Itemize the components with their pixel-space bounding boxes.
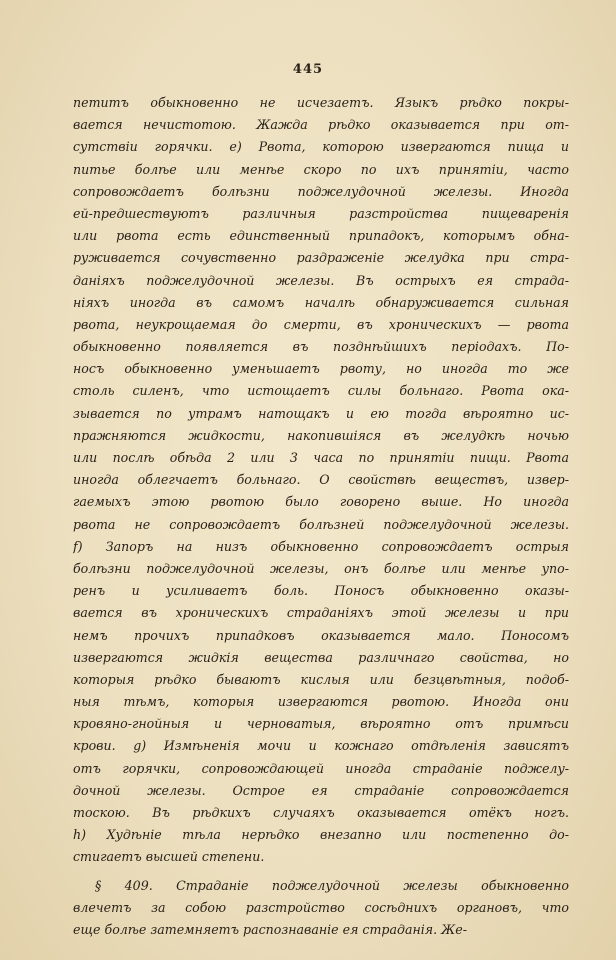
text-line: сопровождаетъ болѣзни поджелудочной железы. Иногда <box>73 183 569 199</box>
text-line: вается нечистотою. Жажда рѣдко оказывается при от- <box>73 117 569 133</box>
text-line: рвота не сопровождаетъ болѣзней поджелудочной железы. <box>73 516 569 532</box>
text-line: пражняются жидкости, накопившіяся въ желудкѣ ночью <box>73 427 569 443</box>
text-line: ныя тѣмъ, которыя извергаются рвотою. Иногда они <box>73 694 569 710</box>
text-line: обыкновенно появляется въ позднѣйшихъ періодахъ. По- <box>73 339 569 355</box>
text-line: сутствіи горячки. е) Рвота, которою извергаются пища и <box>73 139 569 155</box>
text-line: f) Запоръ на низъ обыкновенно сопровождаетъ острыя <box>73 538 569 554</box>
text-line: питье болѣе или менѣе скоро по ихъ принятіи, часто <box>73 161 569 177</box>
text-line: которыя рѣдко бываютъ кислыя или безцвѣтныя, подоб- <box>73 671 569 687</box>
page-number: 445 <box>292 62 324 77</box>
text-line: извергаются жидкія вещества различнаго свойства, но <box>73 649 569 665</box>
text-line: h) Худѣніе тѣла нерѣдко внезапно или постепенно до- <box>73 827 569 843</box>
text-line: § 409. Страданіе поджелудочной железы обыкновенно <box>95 877 569 893</box>
text-line: еще болѣе затемняетъ распознаваніе ея страданія. Же- <box>73 921 467 937</box>
text-line: болѣзни поджелудочной железы, онъ болѣе или менѣе упо- <box>73 560 569 576</box>
page-text <box>73 92 569 941</box>
text-line: иногда облегчаетъ больнаго. О свойствѣ веществъ, извер- <box>73 472 569 488</box>
text-line: или рвота есть единственный припадокъ, которымъ обна- <box>73 228 569 244</box>
text-line: даніяхъ поджелудочной железы. Въ острыхъ ея страда- <box>73 272 569 288</box>
text-line: столь силенъ, что истощаетъ силы больнаго. Рвота ока- <box>73 383 569 399</box>
text-line: руживается сочувственно раздраженіе желудка при стра- <box>73 250 569 266</box>
text-line: ренъ и усиливаетъ боль. Поносъ обыкновенно оказы- <box>73 583 569 599</box>
text-line: ніяхъ иногда въ самомъ началѣ обнаруживается сильная <box>73 294 569 310</box>
text-line: петитъ обыкновенно не исчезаетъ. Языкъ рѣдко покры- <box>73 95 569 110</box>
paragraph-2 <box>73 875 569 942</box>
text-line: дочной железы. Острое ея страданіе сопровождается <box>73 782 569 798</box>
paragraph-1 <box>73 92 569 869</box>
text-line: стигаетъ высшей степени. <box>73 849 265 865</box>
text-line: влечетъ за собою разстройство сосѣднихъ органовъ, что <box>73 899 569 915</box>
text-line: немъ прочихъ припадковъ оказывается мало. Поносомъ <box>73 627 569 643</box>
text-line: рвота, неукрощаемая до смерти, въ хроническихъ — рвота <box>73 316 569 332</box>
text-line: зывается по утрамъ натощакъ и ею тогда вѣроятно ис- <box>73 405 569 421</box>
text-line: носъ обыкновенно уменьшаетъ рвоту, но иногда то же <box>73 361 569 377</box>
text-line: тоскою. Въ рѣдкихъ случаяхъ оказывается отёкъ ногъ. <box>73 805 569 820</box>
text-line: крови. g) Измѣненія мочи и кожнаго отдѣленія зависятъ <box>73 738 569 754</box>
text-line: ей-предшествуютъ различныя разстройства пищеваренія <box>73 205 569 221</box>
text-line: отъ горячки, сопровождающей иногда страданіе поджелу- <box>73 760 569 776</box>
text-line: или послѣ обѣда 2 или 3 часа по принятіи пищи. Рвота <box>73 450 569 465</box>
text-line: кровяно-гнойныя и черноватыя, вѣроятно отъ примѣси <box>73 716 569 732</box>
text-line: вается въ хроническихъ страданіяхъ этой железы и при <box>73 605 569 621</box>
text-line: гаемыхъ этою рвотою было говорено выше. Но иногда <box>73 494 569 510</box>
